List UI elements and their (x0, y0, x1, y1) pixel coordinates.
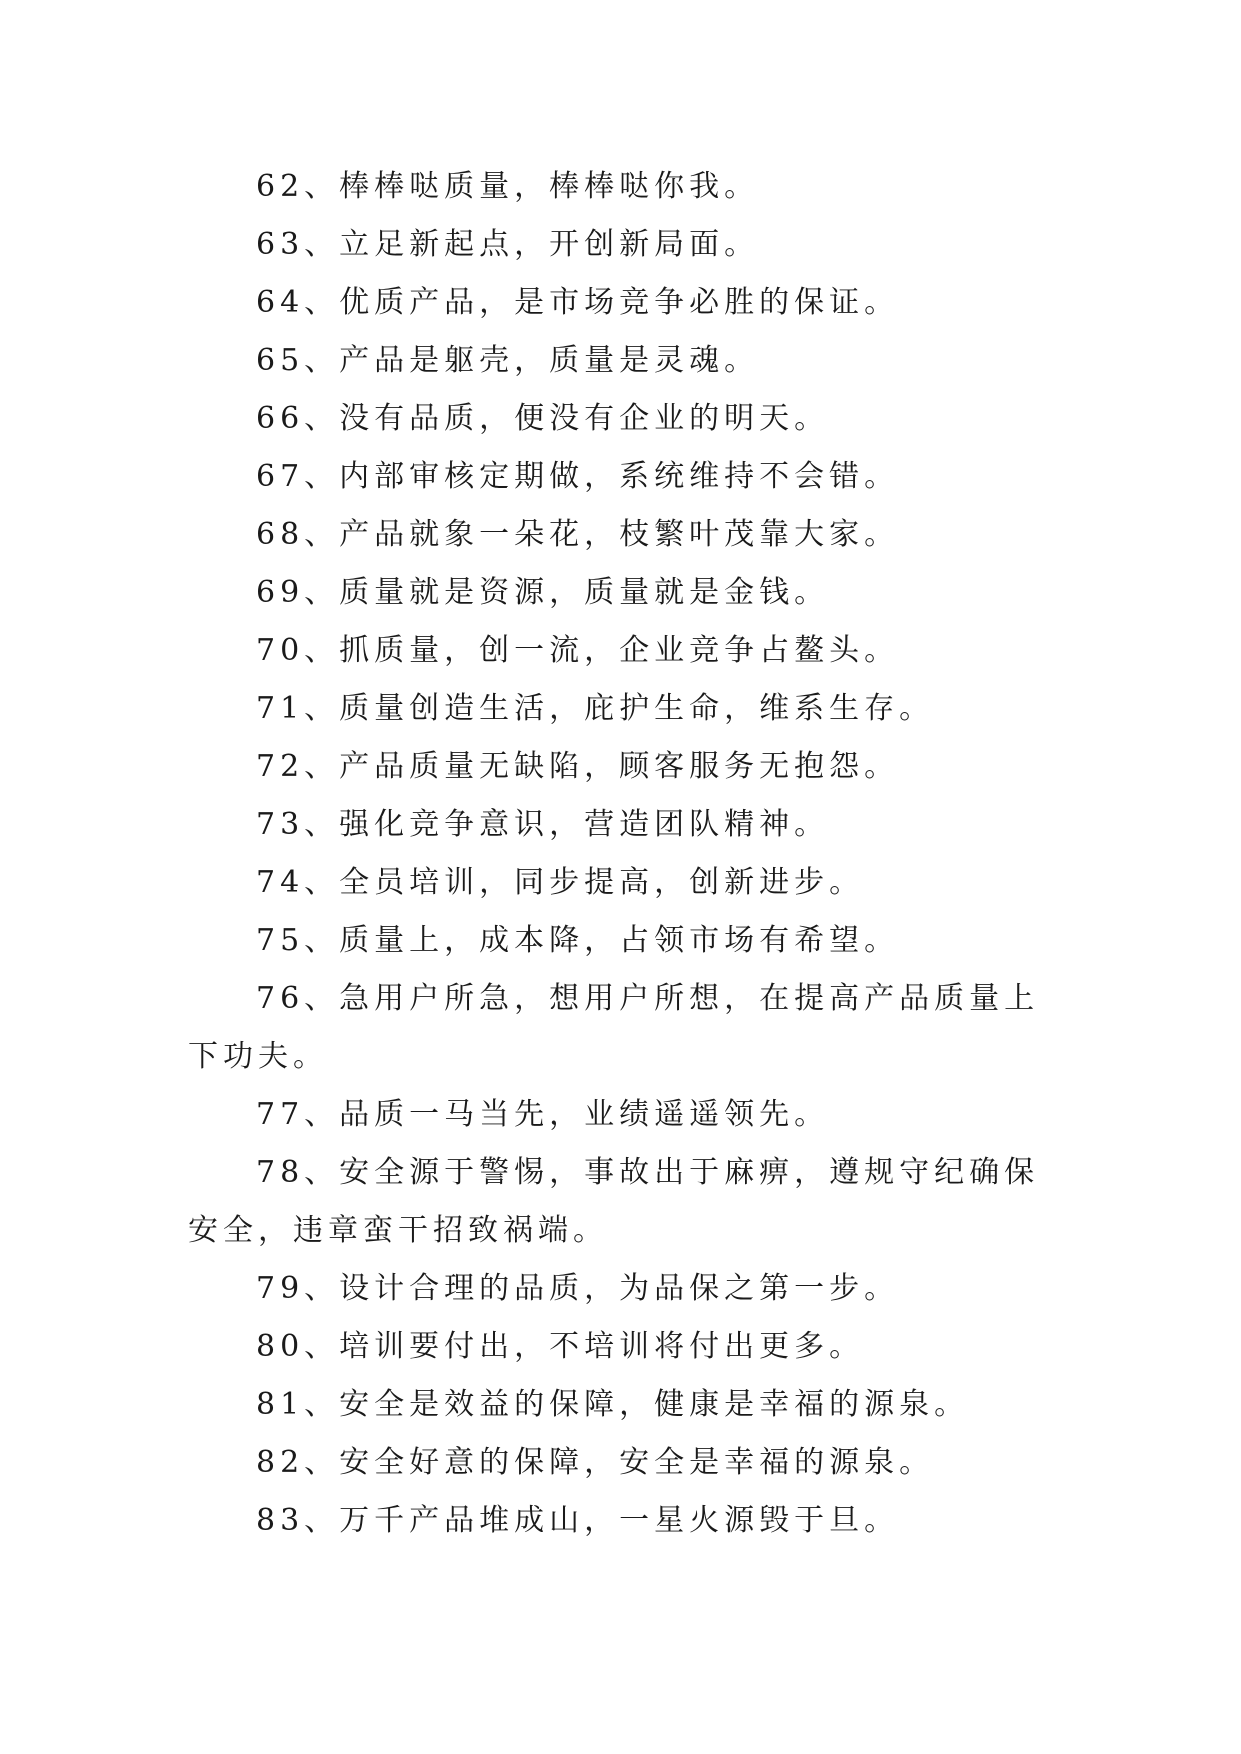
list-item: 82、安全好意的保障，安全是幸福的源泉。 (256, 1445, 935, 1480)
list-item: 64、优质产品，是市场竞争必胜的保证。 (256, 285, 900, 320)
list-item: 67、内部审核定期做，系统维持不会错。 (256, 459, 900, 494)
list-item: 75、质量上，成本降，占领市场有希望。 (256, 923, 900, 958)
list-item: 79、设计合理的品质，为品保之第一步。 (256, 1271, 900, 1306)
list-item: 73、强化竞争意识，营造团队精神。 (256, 807, 830, 842)
list-item: 66、没有品质，便没有企业的明天。 (256, 401, 830, 436)
list-item: 76、急用户所急，想用户所想，在提高产品质量上下功夫。 (188, 981, 1040, 1074)
list-item: 74、全员培训，同步提高，创新进步。 (256, 865, 865, 900)
list-item: 68、产品就象一朵花，枝繁叶茂靠大家。 (256, 517, 900, 552)
list-item: 83、万千产品堆成山，一星火源毁于旦。 (256, 1503, 900, 1538)
list-item: 81、安全是效益的保障，健康是幸福的源泉。 (256, 1387, 970, 1422)
list-item: 78、安全源于警惕，事故出于麻痹，遵规守纪确保安全，违章蛮干招致祸端。 (188, 1155, 1040, 1248)
list-item: 80、培训要付出，不培训将付出更多。 (256, 1329, 865, 1364)
list-item: 65、产品是躯壳，质量是灵魂。 (256, 343, 760, 378)
list-item: 77、品质一马当先，业绩遥遥领先。 (256, 1097, 830, 1132)
document-body (188, 158, 1068, 1550)
list-item: 69、质量就是资源，质量就是金钱。 (256, 575, 830, 610)
list-item: 63、立足新起点，开创新局面。 (256, 227, 760, 262)
list-item: 70、抓质量，创一流，企业竞争占鳌头。 (256, 633, 900, 668)
list-item: 71、质量创造生活，庇护生命，维系生存。 (256, 691, 935, 726)
list-item: 72、产品质量无缺陷，顾客服务无抱怨。 (256, 749, 900, 784)
list-item: 62、棒棒哒质量，棒棒哒你我。 (256, 169, 760, 204)
